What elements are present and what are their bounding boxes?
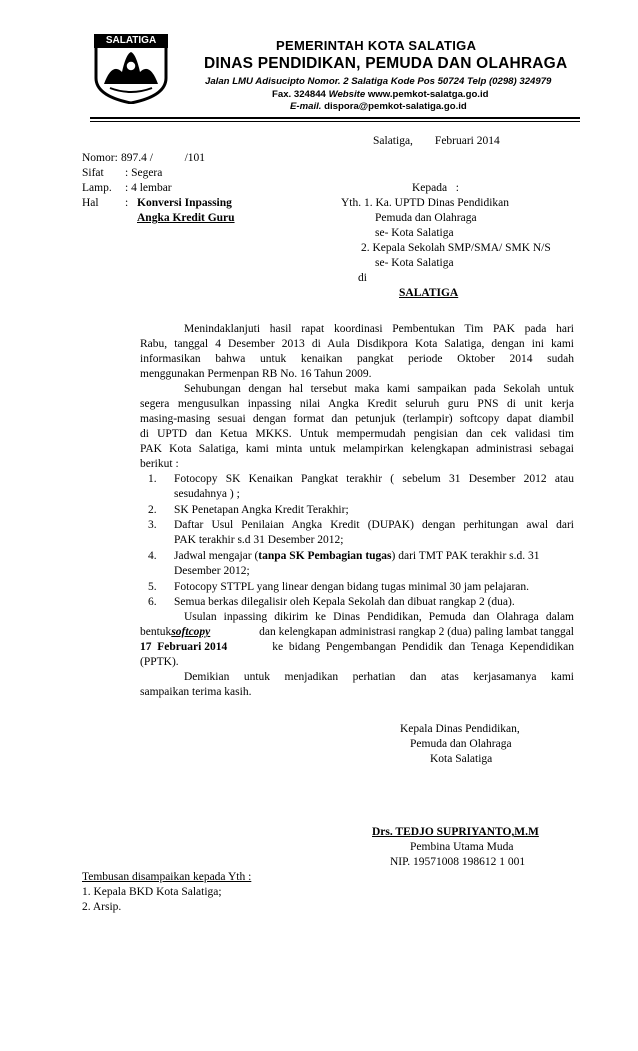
letterhead-line2: DINAS PENDIDIKAN, PEMUDA DAN OLAHRAGA [204, 55, 568, 72]
signature-nip: NIP. 19571008 198612 1 001 [390, 856, 526, 868]
list-item-6-line1: Semua berkas dilegalisir oleh Kepala Sekolah dan dibuat rangkap 2 (dua). [174, 596, 515, 608]
p3-line3 [140, 640, 574, 654]
signature-title-3: Kota Salatiga [430, 753, 493, 765]
list-item-2-num: 2. [148, 504, 157, 516]
list-item-4-text-b: tanpa SK Pembagian tugas [258, 550, 392, 562]
list-item-3-num: 3. [148, 519, 157, 531]
sifat-value: : Segera [125, 167, 163, 179]
recipient-2a: 2. Kepala Sekolah SMP/SMA/ SMK N/S [361, 242, 551, 254]
p2-line4: di UPTD dan Ketua MKKS. Untuk mempermudah pengisian dan cek validasi tim [140, 428, 574, 440]
salatiga-logo [92, 32, 170, 104]
letterhead-fax-web [272, 89, 489, 100]
p3-line2 [140, 625, 574, 639]
signature-title-1: Kepala Dinas Pendidikan, [400, 723, 520, 735]
letterhead-address: Jalan LMU Adisucipto Nomor. 2 Salatiga Kode Pos 50724 Telp (0298) 324979 [205, 76, 552, 87]
nomor-label: Nomor: [82, 152, 118, 164]
list-item-5-line1: Fotocopy STTPL yang linear dengan bidang tugas minimal 30 jam pelajaran. [174, 581, 530, 593]
p1-line2: Rabu, tanggal 4 Desember 2013 di Aula Disdikpora Kota Salatiga, dengan ini kami [140, 338, 574, 350]
logo-text: SALATIGA [105, 35, 157, 46]
list-item-4-num: 4. [148, 550, 157, 562]
sifat-label: Sifat [82, 167, 104, 179]
recipient-1b: Pemuda dan Olahraga [375, 212, 477, 224]
list-item-4-text-a: Jadwal mengajar ( [174, 550, 259, 562]
website-label: Website [328, 89, 366, 100]
email-label: E-mail. [290, 101, 322, 112]
p2-line6: berikut : [140, 458, 179, 470]
p3-line2-c: dan kelengkapan administrasi rangkap 2 (dua) paling lambat tanggal [259, 626, 574, 638]
hal-label: Hal [82, 197, 99, 209]
letterhead-line1: PEMERINTAH KOTA SALATIGA [276, 38, 477, 53]
p1-line4: menggunakan Permenpan RB No. 16 Tahun 2009. [140, 368, 372, 380]
list-item-3-line2: PAK terakhir s.d 31 Desember 2012; [174, 534, 344, 546]
p3-line2-b: softcopy [171, 626, 211, 638]
p3-line3-b: ke bidang Pengembangan Pendidik dan Tenaga Kependidikan [266, 641, 574, 653]
p2-line3: masing-masing sesuai dengan format dan petunjuk (terlampir) softcopy dapat diambil [140, 413, 574, 425]
p3-line3-a: 17 Februari 2014 [140, 641, 228, 653]
letterhead-rule-thick [90, 117, 580, 119]
signature-name: Drs. TEDJO SUPRIYANTO,M.M [372, 826, 539, 838]
p3-line2-a: bentuk [140, 626, 172, 638]
website-value: www.pemkot-salatga.go.id [367, 89, 489, 100]
recipient-city: SALATIGA [399, 287, 459, 299]
p4-line2: sampaikan terima kasih. [140, 686, 252, 698]
p2-line5: PAK Kota Salatiga, kami minta untuk melampirkan kelengkapan administrasi sebagai [140, 443, 574, 455]
recipient-1c: se- Kota Salatiga [375, 227, 454, 239]
hal-colon: : [125, 197, 129, 209]
recipient-di: di [358, 272, 367, 284]
p1-line1: Menindaklanjuti hasil rapat koordinasi Pembentukan Tim PAK pada hari [184, 323, 574, 335]
list-item-1-num: 1. [148, 473, 157, 485]
list-item-2-line1: SK Penetapan Angka Kredit Terakhir; [174, 504, 349, 516]
signature-title-2: Pemuda dan Olahraga [410, 738, 512, 750]
list-item-1-line2: sesudahnya ) ; [174, 488, 240, 500]
signature-rank: Pembina Utama Muda [410, 841, 514, 853]
hal-value-1: Konversi Inpassing [137, 197, 232, 209]
p1-line3: informasikan bahwa untuk kenaikan pangkat periode Oktober 2014 sudah [140, 353, 574, 365]
recipient-2b: se- Kota Salatiga [375, 257, 454, 269]
p4-line1: Demikian untuk menjadikan perhatian dan atas kerjasamanya kami [184, 671, 574, 683]
date-place: Salatiga, [373, 135, 413, 147]
cc-item-2: 2. Arsip. [82, 901, 122, 913]
email-value: dispora@pemkot-salatiga.go.id [324, 101, 467, 112]
hal-value-2: Angka Kredit Guru [137, 212, 235, 224]
p2-line2: segera mengusulkan inpassing nilai Angka Kredit seluruh guru PNS di unit kerja [140, 398, 574, 410]
lamp-label: Lamp. [82, 182, 112, 194]
list-item-3-line1: Daftar Usul Penilaian Angka Kredit (DUPAK) dengan perhitungan awal dari [174, 519, 574, 531]
p3-line1: Usulan inpassing dikirim ke Dinas Pendidikan, Pemuda dan Olahraga dalam [184, 611, 574, 623]
letter-date [373, 134, 500, 148]
kepada-label: Kepada : [412, 182, 459, 194]
list-item-6-num: 6. [148, 596, 157, 608]
list-item-4-line2: Desember 2012; [174, 565, 250, 577]
cc-item-1: 1. Kepala BKD Kota Salatiga; [82, 886, 222, 898]
list-item-4-line1 [174, 549, 540, 563]
list-item-1-line1: Fotocopy SK Kenaikan Pangkat terakhir ( sebelum 31 Desember 2012 atau [174, 473, 574, 485]
letterhead-rule-thin [90, 121, 580, 122]
recipient-1a: Yth. 1. Ka. UPTD Dinas Pendidikan [341, 197, 510, 209]
cc-title: Tembusan disampaikan kepada Yth : [82, 871, 252, 883]
lamp-value: : 4 lembar [125, 182, 172, 194]
date-value: Februari 2014 [434, 135, 500, 147]
letterhead-email [290, 101, 467, 112]
list-item-5-num: 5. [148, 581, 157, 593]
nomor-value: 897.4 / /101 [121, 152, 206, 164]
p2-line1: Sehubungan dengan hal tersebut maka kami sampaikan pada Sekolah untuk [184, 383, 574, 395]
list-item-4-text-c: ) dari TMT PAK terakhir s.d. 31 [391, 550, 540, 562]
p3-line4: (PPTK). [140, 656, 179, 668]
fax-label: Fax. 324844 [272, 89, 326, 100]
